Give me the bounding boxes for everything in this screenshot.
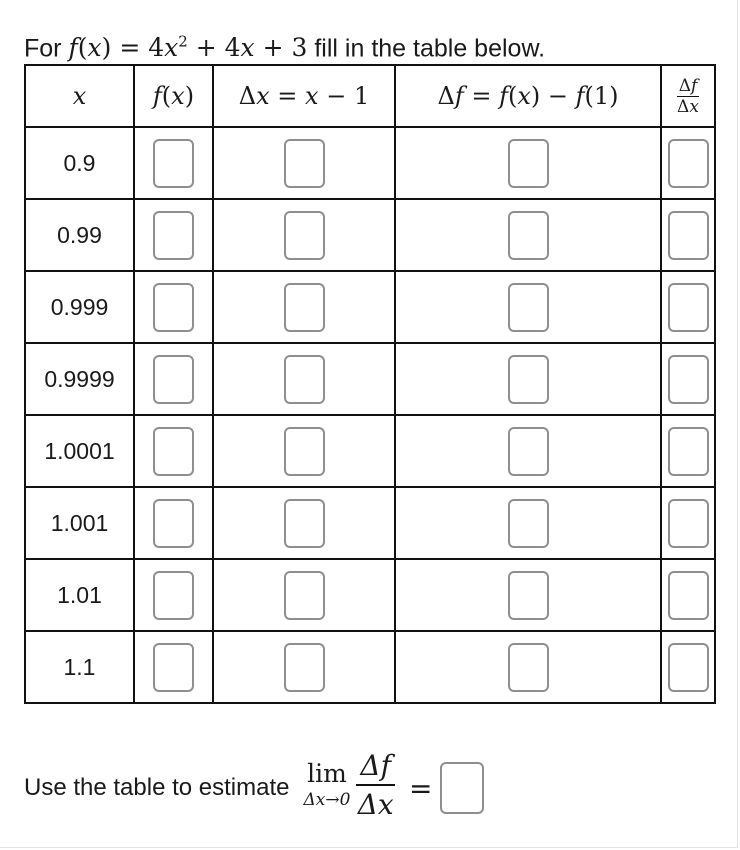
delta-f-cell [395, 631, 661, 703]
delta-f-input[interactable] [508, 427, 549, 476]
table-row [25, 199, 715, 271]
fx-cell [134, 271, 213, 343]
delta-f-cell [395, 271, 661, 343]
limit-denominator: Δx [357, 788, 394, 821]
ratio-input[interactable] [668, 211, 709, 260]
delta-x-cell [213, 415, 395, 487]
fx-cell [134, 199, 213, 271]
ratio-cell [661, 487, 715, 559]
ratio-cell [661, 127, 715, 199]
table-row [25, 415, 715, 487]
table-row [25, 127, 715, 199]
estimate-label: Use the table to estimate [24, 774, 290, 801]
delta-f-cell [395, 559, 661, 631]
delta-x-cell [213, 559, 395, 631]
limit-numerator: Δf [356, 750, 395, 786]
lim-subscript: Δx→0 [303, 790, 351, 810]
ratio-input[interactable] [668, 499, 709, 548]
limit-estimate [24, 748, 484, 828]
ratio-input[interactable] [668, 355, 709, 404]
x-value-cell: 0.9999 [25, 343, 134, 415]
ratio-cell [661, 343, 715, 415]
fx-cell [134, 487, 213, 559]
question-intro [24, 24, 545, 66]
delta-x-cell [213, 127, 395, 199]
table-row [25, 343, 715, 415]
intro-prefix: For [24, 34, 62, 63]
header-x: x [25, 65, 134, 127]
fx-input[interactable] [153, 571, 194, 620]
ratio-cell [661, 631, 715, 703]
fx-input[interactable] [153, 139, 194, 188]
ratio-cell [661, 199, 715, 271]
delta-f-cell [395, 127, 661, 199]
delta-f-input[interactable] [508, 139, 549, 188]
delta-x-input[interactable] [284, 355, 325, 404]
delta-f-input[interactable] [508, 643, 549, 692]
delta-x-input[interactable] [284, 139, 325, 188]
delta-f-input[interactable] [508, 571, 549, 620]
limit-answer-input[interactable] [440, 762, 484, 814]
delta-f-input[interactable] [508, 283, 549, 332]
delta-x-cell [213, 487, 395, 559]
ratio-input[interactable] [668, 283, 709, 332]
fx-input[interactable] [153, 499, 194, 548]
x-value-cell: 0.99 [25, 199, 134, 271]
ratio-input[interactable] [668, 643, 709, 692]
lim-word: lim [307, 759, 347, 788]
x-value-cell: 1.1 [25, 631, 134, 703]
x-value-cell: 1.01 [25, 559, 134, 631]
delta-x-input[interactable] [284, 643, 325, 692]
x-value-cell: 0.999 [25, 271, 134, 343]
table-row [25, 271, 715, 343]
header-delta-f: Δf = f(x) − f(1) [395, 65, 661, 127]
header-delta-x: Δx = x − 1 [213, 65, 395, 127]
fx-input[interactable] [153, 643, 194, 692]
equals-sign: = [409, 771, 433, 805]
fx-input[interactable] [153, 427, 194, 476]
header-ratio: $\frac{\Delta f}{\Delta x}$ [661, 65, 715, 127]
delta-x-input[interactable] [284, 427, 325, 476]
fx-input[interactable] [153, 355, 194, 404]
limit-fraction [356, 750, 395, 822]
ratio-cell [661, 559, 715, 631]
fx-cell [134, 559, 213, 631]
delta-x-cell [213, 343, 395, 415]
delta-f-cell [395, 415, 661, 487]
ratio-input[interactable] [668, 571, 709, 620]
fx-input[interactable] [153, 211, 194, 260]
delta-f-cell [395, 343, 661, 415]
function-definition: $f(x) = 4x^2 + 4x + 3$ [68, 33, 308, 63]
delta-x-cell [213, 199, 395, 271]
delta-f-input[interactable] [508, 355, 549, 404]
table-row [25, 631, 715, 703]
delta-f-input[interactable] [508, 499, 549, 548]
values-table [24, 64, 716, 704]
delta-x-input[interactable] [284, 211, 325, 260]
delta-x-input[interactable] [284, 499, 325, 548]
delta-x-cell [213, 631, 395, 703]
ratio-input[interactable] [668, 139, 709, 188]
ratio-cell [661, 415, 715, 487]
intro-suffix: fill in the table below. [314, 34, 546, 63]
fx-cell [134, 631, 213, 703]
table-header-row [25, 65, 715, 127]
delta-x-input[interactable] [284, 283, 325, 332]
header-fx: f(x) [134, 65, 213, 127]
x-value-cell: 1.001 [25, 487, 134, 559]
table-row [25, 559, 715, 631]
fx-cell [134, 343, 213, 415]
delta-f-cell [395, 199, 661, 271]
ratio-cell [661, 271, 715, 343]
delta-f-input[interactable] [508, 211, 549, 260]
table-row [25, 487, 715, 559]
delta-x-input[interactable] [284, 571, 325, 620]
fx-cell [134, 415, 213, 487]
delta-x-cell [213, 271, 395, 343]
ratio-input[interactable] [668, 427, 709, 476]
limit-expression [303, 759, 351, 810]
x-value-cell: 0.9 [25, 127, 134, 199]
x-value-cell: 1.0001 [25, 415, 134, 487]
fx-input[interactable] [153, 283, 194, 332]
delta-f-cell [395, 487, 661, 559]
fx-cell [134, 127, 213, 199]
